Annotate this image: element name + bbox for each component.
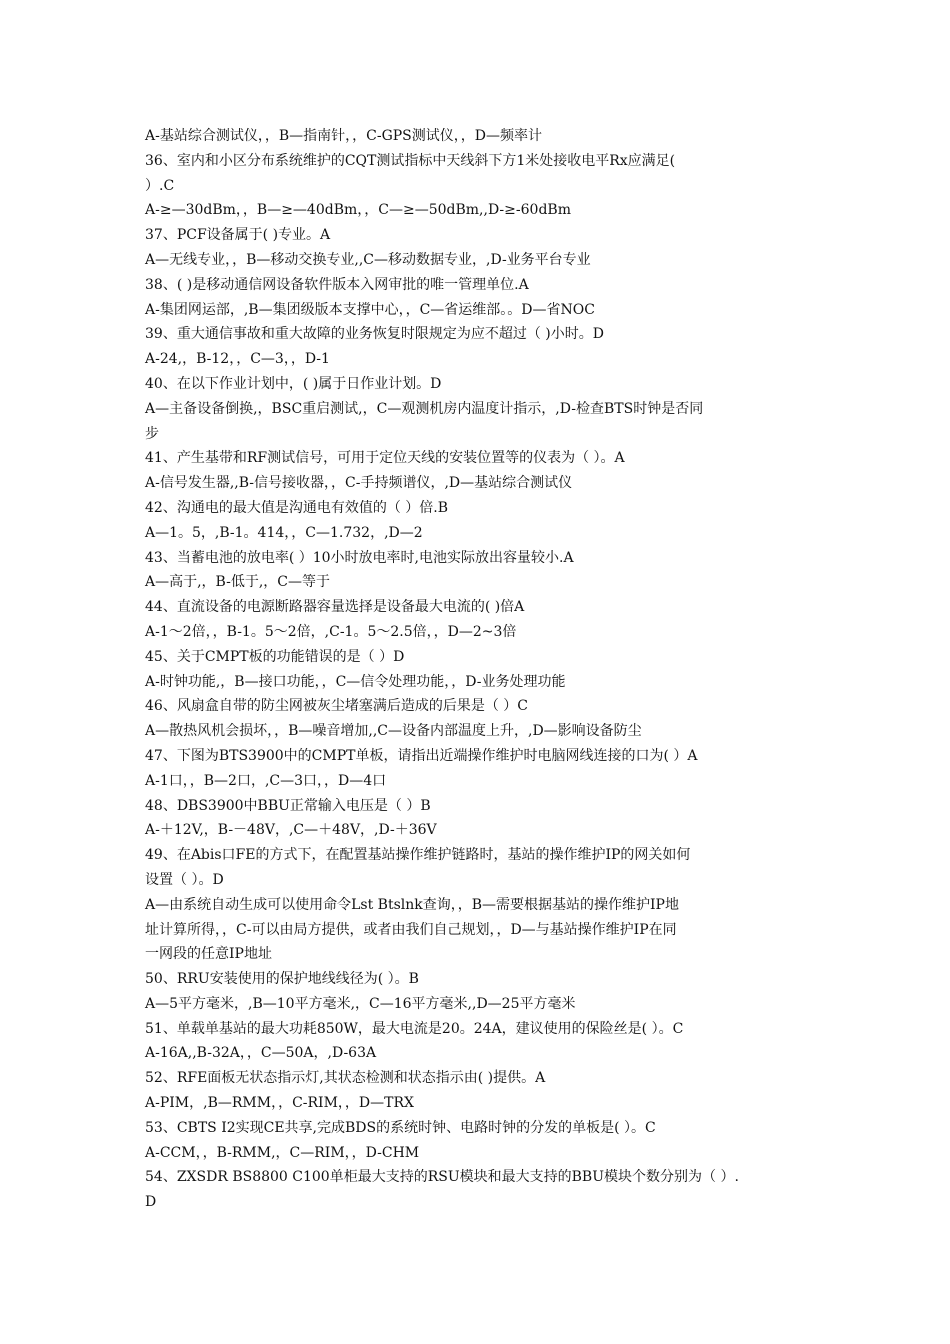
text-line: A-信号发生器,,B-信号接收器，，C-手持频谱仪，,D—基站综合测试仪 [145, 475, 573, 492]
text-line: 54、ZXSDR BS8800 C100单柜最大支持的RSU模块和最大支持的BBU模块个数分别为（ ）. [145, 1169, 739, 1186]
text-line: A-1～2倍，，B-1。5～2倍，,C-1。5～2.5倍，，D—2~3倍 [145, 623, 517, 640]
text-line: A-CCM，，B-RMM,，C—RIM，，D-CHM [145, 1144, 420, 1161]
text-line: A—无线专业，，B—移动交换专业,,C—移动数据专业，,D-业务平台专业 [145, 251, 591, 268]
text-line: 47、下图为BTS3900中的CMPT单板，请指出近端操作维护时电脑网线连接的口为( ）A [145, 747, 698, 764]
text-line: A—5平方毫米，,B—10平方毫米,，C—16平方毫米,,D—25平方毫米 [145, 995, 576, 1012]
text-line: 37、PCF设备属于( )专业。A [145, 227, 331, 244]
text-line: 一网段的任意IP地址 [145, 946, 272, 963]
text-line: A—由系统自动生成可以使用命令Lst Btslnk查询，，B—需要根据基站的操作维护IP地 [145, 896, 679, 913]
text-line: A-基站综合测试仪，，B—指南针，，C-GPS测试仪，，D—频率计 [145, 128, 542, 144]
text-line: 45、关于CMPT板的功能错误的是（ ）D [145, 648, 405, 665]
text-line: A-24,，B-12，，C—3，，D-1 [145, 351, 330, 368]
text-line: 39、重大通信事故和重大故障的业务恢复时限规定为应不超过（ )小时。D [145, 326, 604, 343]
text-line: 44、直流设备的电源断路器容量选择是设备最大电流的( )倍A [145, 599, 525, 616]
text-line: 51、单载单基站的最大功耗850W，最大电流是20。24A，建议使用的保险丝是( ）。C [145, 1020, 684, 1037]
text-line: A—散热风机会损坏，，B—噪音增加,,C—设备内部温度上升，,D—影响设备防尘 [145, 723, 642, 740]
text-line: ）.C [145, 177, 175, 194]
text-line: 48、DBS3900中BBU正常输入电压是（ ）B [145, 797, 431, 814]
text-line: 36、室内和小区分布系统维护的CQT测试指标中天线斜下方1米处接收电平Rx应满足( [145, 152, 676, 169]
text-line: 43、当蓄电池的放电率( ）10小时放电率时,电池实际放出容量较小.A [145, 549, 574, 566]
text-line: A—高于,，B-低于,，C—等于 [145, 574, 331, 591]
text-line: A-PIM，,B—RMM，，C-RIM，，D—TRX [145, 1095, 414, 1112]
text-line: A—主备设备倒换,，BSC重启测试,，C—观测机房内温度计指示，,D-检查BTS时钟是否同 [145, 400, 704, 417]
text-line: 设置（ ）。D [145, 871, 224, 888]
text-line: A-＋12V,，B-－48V，,C—＋48V，,D-＋36V [145, 822, 437, 839]
text-line: 50、RRU安装使用的保护地线线径为( ）。B [145, 971, 419, 988]
text-line: A-16A,,B-32A，，C—50A，,D-63A [145, 1045, 377, 1062]
text-line: 42、沟通电的最大值是沟通电有效值的（ ）倍.B [145, 499, 449, 516]
text-line: A-时钟功能,，B—接口功能，，C—信令处理功能，，D-业务处理功能 [145, 673, 566, 690]
question-text-body [145, 124, 817, 1215]
text-line: 53、CBTS I2实现CE共享,完成BDS的系统时钟、电路时钟的分发的单板是( ）。C [145, 1119, 656, 1136]
text-line: A-集团网运部，,B—集团级版本支撑中心，，C—省运维部。。D—省NOC [145, 301, 595, 318]
text-line: 40、在以下作业计划中，( )属于日作业计划。D [145, 375, 442, 392]
text-line: 址计算所得，，C-可以由局方提供，或者由我们自己规划，，D—与基站操作维护IP在同 [145, 921, 677, 938]
text-line: 46、风扇盒自带的防尘网被灰尘堵塞满后造成的后果是（ ）C [145, 698, 528, 715]
text-line: 38、( )是移动通信网设备软件版本入网审批的唯一管理单位.A [145, 276, 529, 293]
text-line: 步 [145, 425, 159, 442]
text-line: 49、在Abis口FE的方式下，在配置基站操作维护链路时，基站的操作维护IP的网关如何 [145, 847, 691, 864]
text-line: D [145, 1194, 157, 1211]
text-line: 41、产生基带和RF测试信号，可用于定位天线的安装位置等的仪表为（ ）。A [145, 450, 625, 467]
text-line: A—1。5，,B-1。414，，C—1.732，,D—2 [145, 524, 423, 541]
text-line: A-1口，，B—2口，,C—3口，，D—4口 [145, 772, 387, 789]
text-line: 52、RFE面板无状态指示灯,其状态检测和状态指示由( )提供。A [145, 1070, 546, 1087]
text-line: A-≥—30dBm，，B—≥—40dBm，，C—≥—50dBm,,D-≥-60dBm [145, 202, 571, 219]
